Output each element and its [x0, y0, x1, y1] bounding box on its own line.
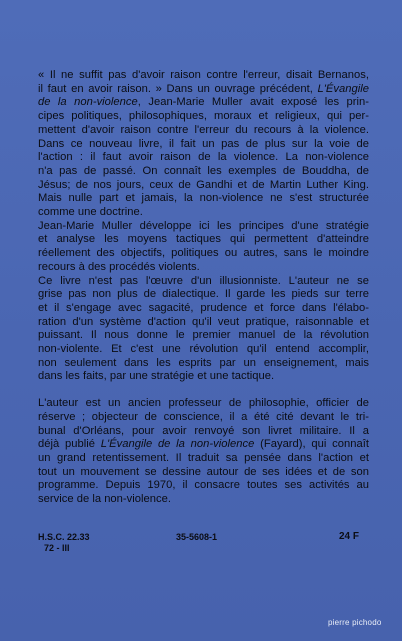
text-fragment: mettent d'avoir raison contre l'erreur du recours à la violence. [38, 123, 369, 136]
text-fragment: grise pas non plus de dialectique. Il garde les pieds sur terre [38, 288, 369, 301]
text-fragment: service de la non-violence. [38, 493, 171, 506]
text-fragment: recours à des procédés violents. [38, 260, 200, 273]
text-line [38, 343, 369, 357]
text-fragment: et il s'engage avec sagacité, prudence et force dans l'élabo- [38, 301, 369, 314]
text-line [38, 69, 369, 83]
italic-text: de la non-violence [38, 96, 138, 109]
classification-code [38, 532, 90, 554]
text-fragment: il faut en avoir raison. » Dans un ouvrage précédent, [38, 82, 318, 95]
text-fragment: non seulement dans les esprits par un enseignement, mais [38, 356, 369, 369]
text-fragment: non-violente. Et c'est une révolution qu'il entend accomplir, [38, 343, 369, 356]
text-fragment: programme. Depuis 1970, il consacre toutes ses activités au [38, 479, 369, 492]
back-cover-text [38, 69, 369, 507]
text-fragment: L'auteur est un ancien professeur de philosophie, officier de [38, 397, 369, 410]
text-line [38, 192, 369, 206]
text-line [38, 165, 369, 179]
text-line [38, 493, 369, 507]
text-fragment: n'a pas de passé. On connaît les exemples de Bouddha, de [38, 164, 369, 177]
text-fragment: (Fayard), qui connaît [254, 438, 369, 451]
text-line [38, 110, 369, 124]
text-line [38, 233, 369, 247]
text-fragment: « Il ne suffit pas d'avoir raison contre l'erreur, disait Bernanos, [38, 69, 369, 81]
price: 24 F [339, 531, 360, 542]
text-line [38, 220, 369, 234]
text-fragment: réellement des objectifs, politiques ou autres, sans le moindre [38, 247, 369, 260]
text-line [38, 411, 369, 425]
text-fragment: dans les faits, par une stratégie et une tactique. [38, 370, 275, 383]
book-code: 35-5608-1 [176, 532, 218, 542]
paragraph-4 [38, 397, 369, 507]
text-line [38, 288, 369, 302]
text-line [38, 329, 369, 343]
text-line [38, 83, 369, 97]
text-line [38, 479, 369, 493]
text-fragment: Jean-Marie Muller développe ici les principes d'une stratégie [38, 219, 369, 232]
text-line [38, 96, 369, 110]
text-line [38, 206, 369, 220]
italic-text: L'Évangile [317, 82, 369, 95]
text-line [38, 302, 369, 316]
paragraph-gap [38, 384, 369, 397]
text-fragment: déjà publié [38, 438, 101, 451]
text-fragment: Jésus; de nos jours, ceux de Gandhi et de Martin Luther King. [38, 178, 369, 191]
classification-sub: 72 - III [44, 543, 70, 553]
paragraph-3 [38, 275, 369, 385]
text-fragment: puissant. Il nous donne le premier manuel de la révolution [38, 329, 369, 342]
text-fragment: Dans ce nouveau livre, il fait un pas de plus sur la voie de [38, 137, 369, 150]
text-fragment: réserve ; objecteur de conscience, il a été cité devant le tri- [38, 410, 369, 423]
text-line [38, 261, 369, 275]
text-line [38, 179, 369, 193]
text-fragment: bunal d'Orléans, pour avoir renvoyé son livret militaire. Il a [38, 424, 369, 437]
paragraph-1 [38, 69, 369, 220]
credit-text: pierre pichodo [328, 618, 382, 627]
text-fragment: , Jean-Marie Muller avait exposé les prin- [137, 96, 370, 109]
text-fragment: ration d'un système d'action qu'il veut pratique, raisonnable et [38, 315, 369, 328]
text-line [38, 452, 369, 466]
text-line [38, 397, 369, 411]
text-line [38, 138, 369, 152]
text-fragment: tout un mouvement se dessine autour de ses idées et de son [38, 465, 369, 478]
paragraph-2 [38, 220, 369, 275]
classification-main: H.S.C. 22.33 [38, 532, 90, 542]
text-line [38, 370, 369, 384]
text-line [38, 466, 369, 480]
text-fragment: un grand retentissement. Il traduit sa pensée dans l'action et [38, 451, 369, 464]
text-fragment: Ce livre n'est pas l'œuvre d'un illusionniste. L'auteur ne se [38, 274, 369, 287]
text-line [38, 357, 369, 371]
text-fragment: et analyse les moyens tactiques qui permettent d'atteindre [38, 233, 369, 246]
italic-text: L'Évangile de la non-violence [100, 438, 255, 451]
text-line [38, 438, 369, 452]
text-fragment: Mais nulle part et jamais, la non-violence ne s'est structurée [38, 192, 369, 205]
text-line [38, 151, 369, 165]
text-line [38, 247, 369, 261]
text-line [38, 425, 369, 439]
text-line [38, 124, 369, 138]
text-line [38, 275, 369, 289]
text-line [38, 316, 369, 330]
text-fragment: comme une doctrine. [38, 206, 143, 219]
text-fragment: cipes politiques, philosophiques, moraux et religieux, qui per- [38, 110, 369, 123]
text-fragment: l'action : il faut avoir raison de la violence. La non-violence [38, 151, 369, 164]
